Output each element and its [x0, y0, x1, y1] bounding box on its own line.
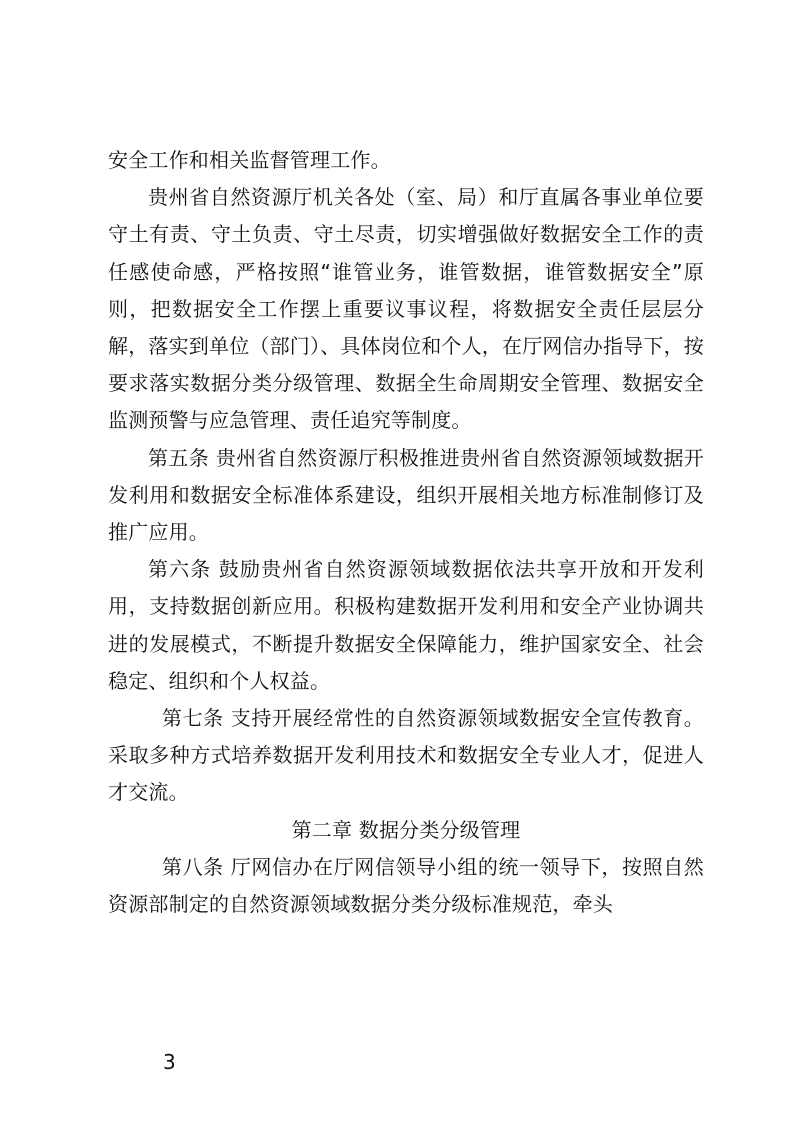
paragraph-continuation: 安全工作和相关监督管理工作。	[108, 148, 391, 172]
document-body	[108, 142, 704, 923]
page-number: 3	[163, 1050, 176, 1074]
article-6: 第六条 鼓励贵州省自然资源领域数据依法共享开放和开发利用，支持数据创新应用。积极构建数据开发利用和安全产业协调共进的发展模式，不断提升数据安全保障能力，维护国家安全、社会稳定、组织和个人权益。	[108, 557, 704, 693]
chapter-title: 第二章 数据分类分级管理	[291, 817, 521, 842]
paragraph-responsibility: 贵州省自然资源厅机关各处（室、局）和厅直属各事业单位要守土有责、守土负责、守土尽责，切实增强做好数据安全工作的责任感使命感，严格按照“谁管业务，谁管数据，谁管数据安全”原则，把数据安全工作摆上重要议事议程，将数据安全责任层层分解，落实到单位（部门）、具体岗位和个人，在厅网信办指导下，按要求落实数据分类分级管理、数据全生命周期安全管理、数据安全监测预警与应急管理、责任追究等制度。	[108, 185, 704, 433]
article-5: 第五条 贵州省自然资源厅积极推进贵州省自然资源领域数据开发利用和数据安全标准体系建设，组织开展相关地方标准制修订及推广应用。	[108, 445, 704, 545]
article-8: 第八条 厅网信办在厅网信领导小组的统一领导下，按照自然资源部制定的自然资源领域数据分类分级标准规范，牵头	[108, 854, 704, 917]
article-7: 第七条 支持开展经常性的自然资源领域数据安全宣传教育。采取多种方式培养数据开发利用技术和数据安全专业人才，促进人才交流。	[108, 706, 704, 805]
